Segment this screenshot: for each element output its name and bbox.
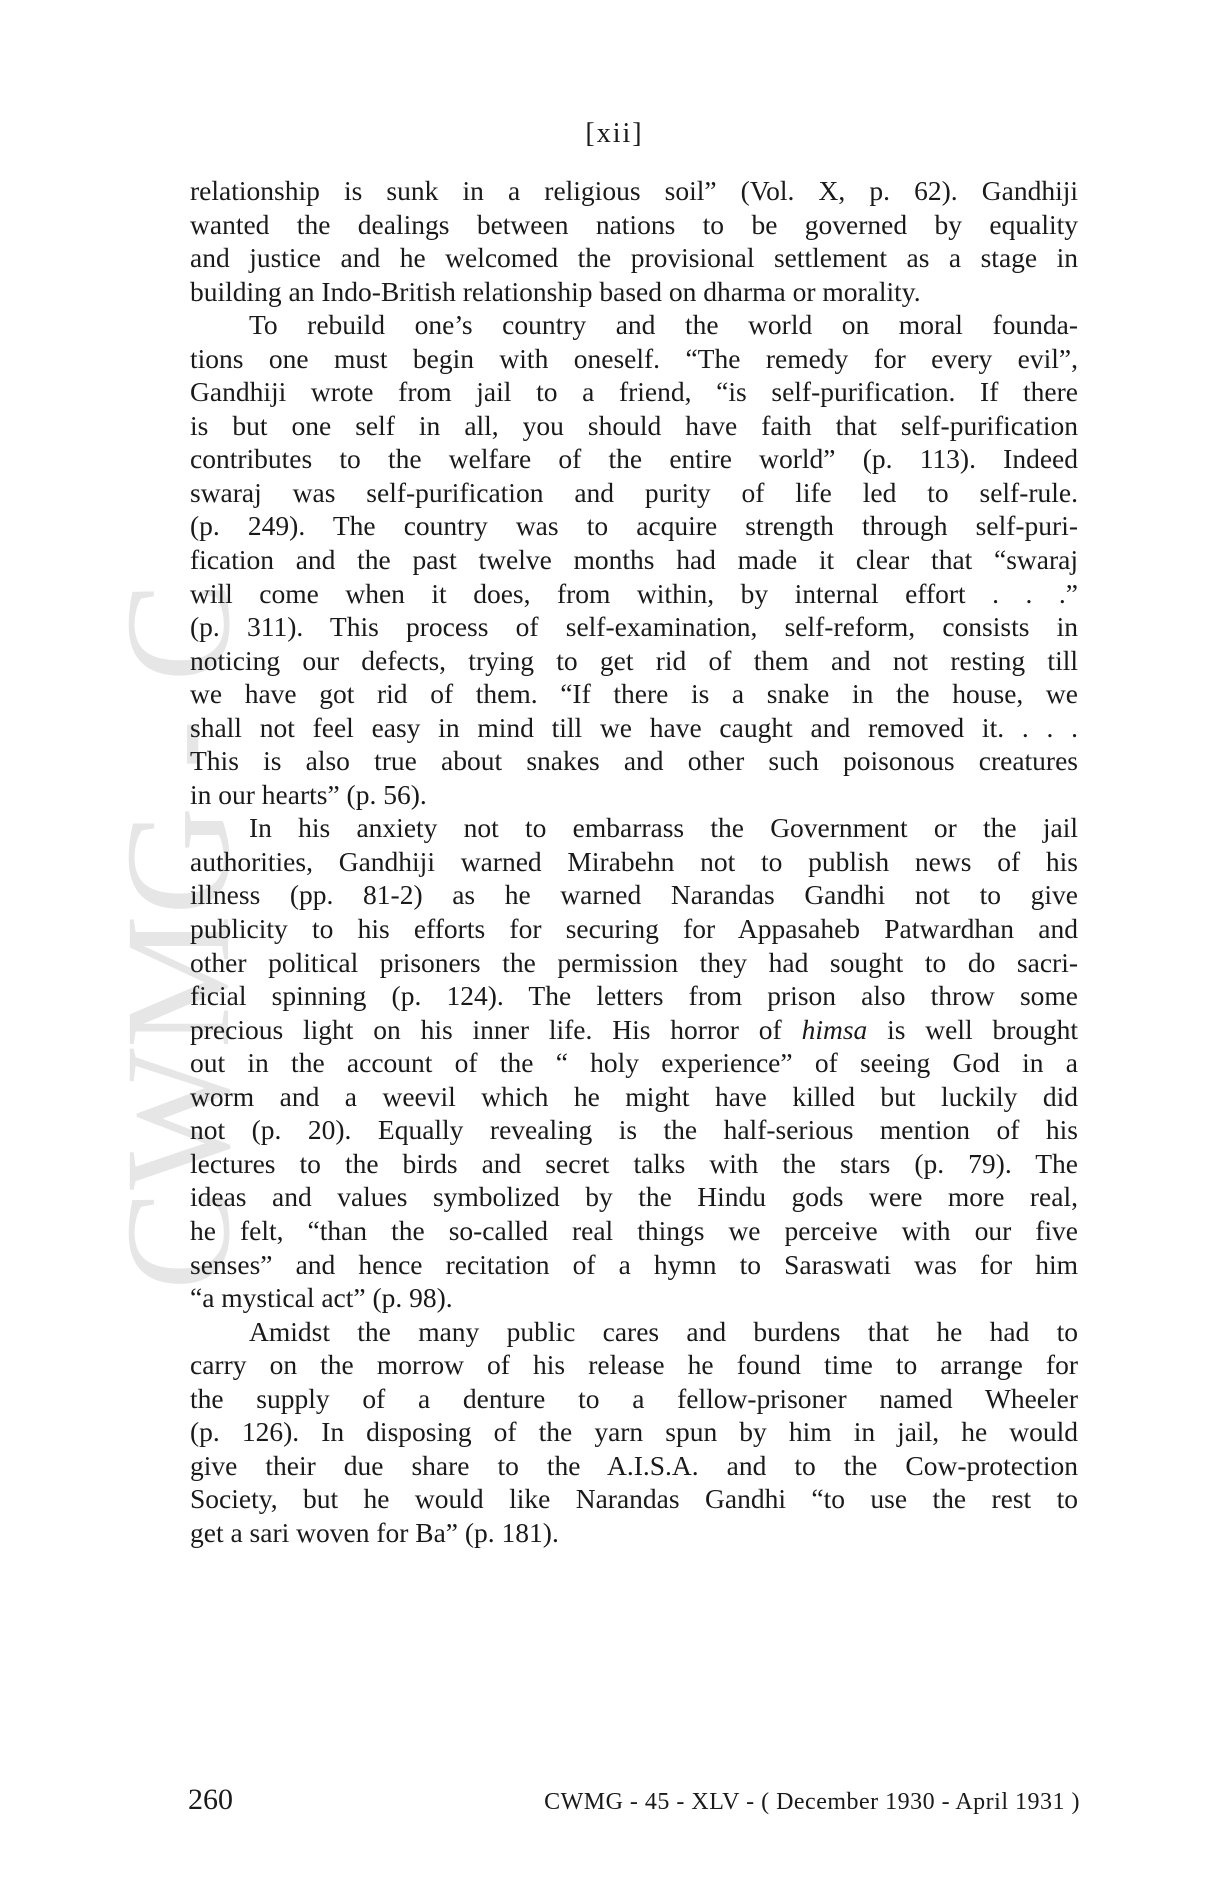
text-line: not (p. 20). Equally revealing is the half-serious mention of his <box>190 1114 1078 1146</box>
text-line: in our hearts” (p. 56). <box>190 778 427 810</box>
text-line: Amidst the many public cares and burdens that he had to <box>249 1315 1078 1347</box>
text-line: (p. 311). This process of self-examination, self-reform, consists in <box>190 611 1078 643</box>
text-line: is but one self in all, you should have faith that self-purification <box>190 409 1078 441</box>
text-line: ideas and values symbolized by the Hindu gods were more real, <box>190 1181 1078 1213</box>
paragraph-2 <box>190 308 1078 811</box>
text-line: fication and the past twelve months had made it clear that “swaraj <box>190 544 1078 576</box>
text-line: senses” and hence recitation of a hymn to Saraswati was for him <box>190 1248 1078 1280</box>
text-line: contributes to the welfare of the entire world” (p. 113). Indeed <box>190 443 1078 475</box>
text-line: tions one must begin with oneself. “The remedy for every evil”, <box>190 342 1078 374</box>
text-line: Society, but he would like Narandas Gandhi “to use the rest to <box>190 1483 1078 1515</box>
text-segment: precious light on his inner life. His horror of <box>190 1013 782 1045</box>
text-line: (p. 126). In disposing of the yarn spun by him in jail, he would <box>190 1416 1078 1448</box>
text-line: get a sari woven for Ba” (p. 181). <box>190 1516 559 1548</box>
watermark-text: CWMG - C <box>95 581 261 1290</box>
page-footer <box>188 1783 1080 1823</box>
text-line: Gandhiji wrote from jail to a friend, “is self-purification. If there <box>190 376 1078 408</box>
text-segment: is well brought <box>867 1013 1079 1045</box>
page-number: 260 <box>188 1783 233 1816</box>
paragraph-4 <box>190 1315 1078 1550</box>
text-line: In his anxiety not to embarrass the Government or the jail <box>249 812 1078 844</box>
text-line: wanted the dealings between nations to be governed by equality <box>190 208 1078 240</box>
text-line: will come when it does, from within, by internal effort . . .” <box>190 577 1078 609</box>
text-line: “a mystical act” (p. 98). <box>190 1282 453 1314</box>
source-citation: CWMG - 45 - XLV - ( December 1930 - April 1931 ) <box>544 1789 1080 1815</box>
text-line: we have got rid of them. “If there is a snake in the house, we <box>190 678 1078 710</box>
text-line: out in the account of the “ holy experience” of seeing God in a <box>190 1047 1078 1079</box>
text-line: carry on the morrow of his release he found time to arrange for <box>190 1349 1078 1381</box>
text-line: worm and a weevil which he might have killed but luckily did <box>190 1080 1078 1112</box>
paragraph-1 <box>190 174 1078 308</box>
text-line: illness (pp. 81-2) as he warned Narandas Gandhi not to give <box>190 879 1078 911</box>
text-line-with-italic <box>190 1013 1078 1047</box>
running-head: [xii] <box>585 118 644 149</box>
text-line: relationship is sunk in a religious soil” (Vol. X, p. 62). Gandhiji <box>190 175 1078 206</box>
paragraph-3 <box>190 811 1078 1314</box>
text-line: shall not feel easy in mind till we have caught and removed it. . . . <box>190 711 1078 743</box>
body-text <box>190 174 1078 1549</box>
italic-term: himsa <box>801 1013 868 1045</box>
text-line: lectures to the birds and secret talks with the stars (p. 79). The <box>190 1147 1078 1179</box>
text-line: swaraj was self-purification and purity of life led to self-rule. <box>190 476 1078 508</box>
text-line: the supply of a denture to a fellow-prisoner named Wheeler <box>190 1382 1078 1414</box>
text-line: other political prisoners the permission they had sought to do sacri- <box>190 946 1078 978</box>
text-line: This is also true about snakes and other such poisonous creatures <box>190 745 1078 777</box>
text-line: noticing our defects, trying to get rid of them and not resting till <box>190 644 1078 676</box>
text-line: building an Indo-British relationship based on dharma or morality. <box>190 275 921 307</box>
text-line: publicity to his efforts for securing for Appasaheb Patwardhan and <box>190 913 1078 945</box>
text-line: To rebuild one’s country and the world on moral founda- <box>249 309 1078 341</box>
text-line: (p. 249). The country was to acquire strength through self-puri- <box>190 510 1078 542</box>
text-line: authorities, Gandhiji warned Mirabehn not to publish news of his <box>190 845 1078 877</box>
text-line: ficial spinning (p. 124). The letters from prison also throw some <box>190 980 1078 1012</box>
text-line: give their due share to the A.I.S.A. and to the Cow-protection <box>190 1449 1078 1481</box>
text-line: and justice and he welcomed the provisional settlement as a stage in <box>190 242 1078 274</box>
text-line: he felt, “than the so-called real things we perceive with our five <box>190 1214 1078 1246</box>
